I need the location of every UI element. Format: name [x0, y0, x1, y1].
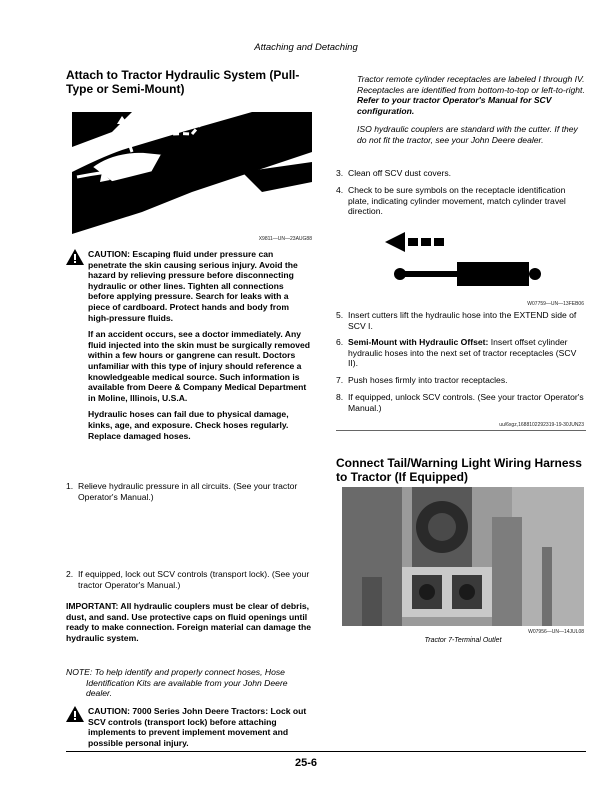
terminal-outlet-photo [342, 487, 584, 626]
step-text: Insert cutters lift the hydraulic hose into the EXTEND side of SCV I. [348, 310, 577, 331]
step-number: 6. [336, 337, 344, 347]
section-title-2: Connect Tail/Warning Light Wiring Harness to Tractor (If Equipped) [336, 456, 582, 484]
step-item [336, 392, 586, 413]
step-number: 2. [66, 569, 74, 579]
step-text: Insert offset cylinder hydraulic hoses into the next set of tractor receptacles (SCV II). [348, 337, 577, 369]
caution-text: Escaping fluid under pressure can penetrate the skin causing serious injury. Avoid the hazard by relieving pressure before disconnecting hydraulic or other lines. Tighten all connections before applying pressure. Search for leaks with a piece of cardboard. Protect hands and body from high-pressure fluids. [88, 249, 298, 323]
step-text: If equipped, unlock SCV controls. (See your tractor Operator's Manual.) [348, 392, 584, 413]
section-title: Attach to Tractor Hydraulic System (Pull-Type or Semi-Mount) [66, 68, 300, 96]
figure-caption: W07956—UN—14JUL08 [528, 629, 584, 635]
step-item [336, 310, 586, 331]
step-item [336, 185, 586, 217]
step-item [336, 375, 586, 386]
step-emphasis: Semi-Mount with Hydraulic Offset: [348, 337, 489, 347]
step-number: 8. [336, 392, 344, 402]
intro-paragraph [357, 74, 585, 116]
figure-label: Tractor 7-Terminal Outlet [424, 637, 502, 644]
page-number: 25-6 [294, 757, 318, 769]
step-text: Relieve hydraulic pressure in all circuits. (See your tractor Operator's Manual.) [78, 481, 298, 502]
note-text: NOTE: To help identify and properly connect hoses, Hose Identification Kits are available from your John Deere dealer. [66, 667, 288, 699]
step-number: 5. [336, 310, 344, 320]
step-item [66, 569, 312, 590]
step-number: 3. [336, 168, 344, 178]
section-divider [336, 430, 586, 431]
footer-rule [66, 751, 586, 752]
caution-text: 7000 Series John Deere Tractors: Lock out SCV controls (transport lock) before attaching implements to prevent implement movement and possible personal injury. [88, 706, 307, 748]
caution-block [66, 706, 312, 748]
intro-paragraph-2: ISO hydraulic couplers are standard with the cutter. If they do not fit the tractor, see your John Deere dealer. [357, 124, 578, 145]
warning-icon [66, 249, 84, 265]
step-text: Check to be sure symbols on the receptacle identification plate, indicating cylinder movement, match cylinder travel direction. [348, 185, 566, 217]
caution-paragraph: If an accident occurs, see a doctor immediately. Any fluid injected into the skin must be surgically removed within a few hours or gangrene can result. Doctors unfamiliar with this type of injury should reference a knowledgeable medical source. Such information is available from Deere & Company Medical Department in Moline, Illinois, U.S.A. [88, 329, 311, 403]
caution-label: CAUTION: [88, 249, 131, 259]
step-text: If equipped, lock out SCV controls (transport lock). (See your tractor Operator's Manual.) [78, 569, 310, 590]
intro-text: Tractor remote cylinder receptacles are labeled I through IV. Receptacles are identified from bottom-to-top or left-to-right. [357, 74, 585, 95]
step-number: 4. [336, 185, 344, 195]
important-label: IMPORTANT: [66, 601, 119, 611]
reference-code: uu/6xgz,1688102292319-19-30JUN23 [499, 422, 584, 428]
step-item [336, 337, 586, 369]
caution-paragraph: Hydraulic hoses can fail due to physical damage, kinks, age, and exposure. Check hoses regularly. Replace damaged hoses. [88, 409, 289, 441]
warning-icon [66, 706, 84, 722]
step-number: 7. [336, 375, 344, 385]
figure-caption: X9811—UN—23AUG88 [258, 236, 312, 242]
running-header: Attaching and Detaching [254, 42, 358, 53]
step-item [336, 168, 586, 179]
cylinder-symbol-figure [385, 232, 545, 290]
caution-label: CAUTION: [88, 706, 131, 717]
caution-block [66, 249, 312, 441]
important-block [66, 601, 312, 643]
intro-emphasis: Refer to your tractor Operator's Manual for SCV configuration. [357, 95, 552, 116]
step-text: Push hoses firmly into tractor receptacles. [348, 375, 508, 385]
step-item [66, 481, 312, 502]
hydraulic-leak-figure [72, 112, 312, 234]
step-number: 1. [66, 481, 74, 491]
important-text: All hydraulic couplers must be clear of debris, dust, and sand. Use protective caps on fluid openings until ready to make connection. Foreign material can damage the hydraulic system. [66, 601, 311, 643]
step-text: Clean off SCV dust covers. [348, 168, 452, 178]
figure-caption: W07759—UN—13FEB06 [527, 301, 584, 307]
